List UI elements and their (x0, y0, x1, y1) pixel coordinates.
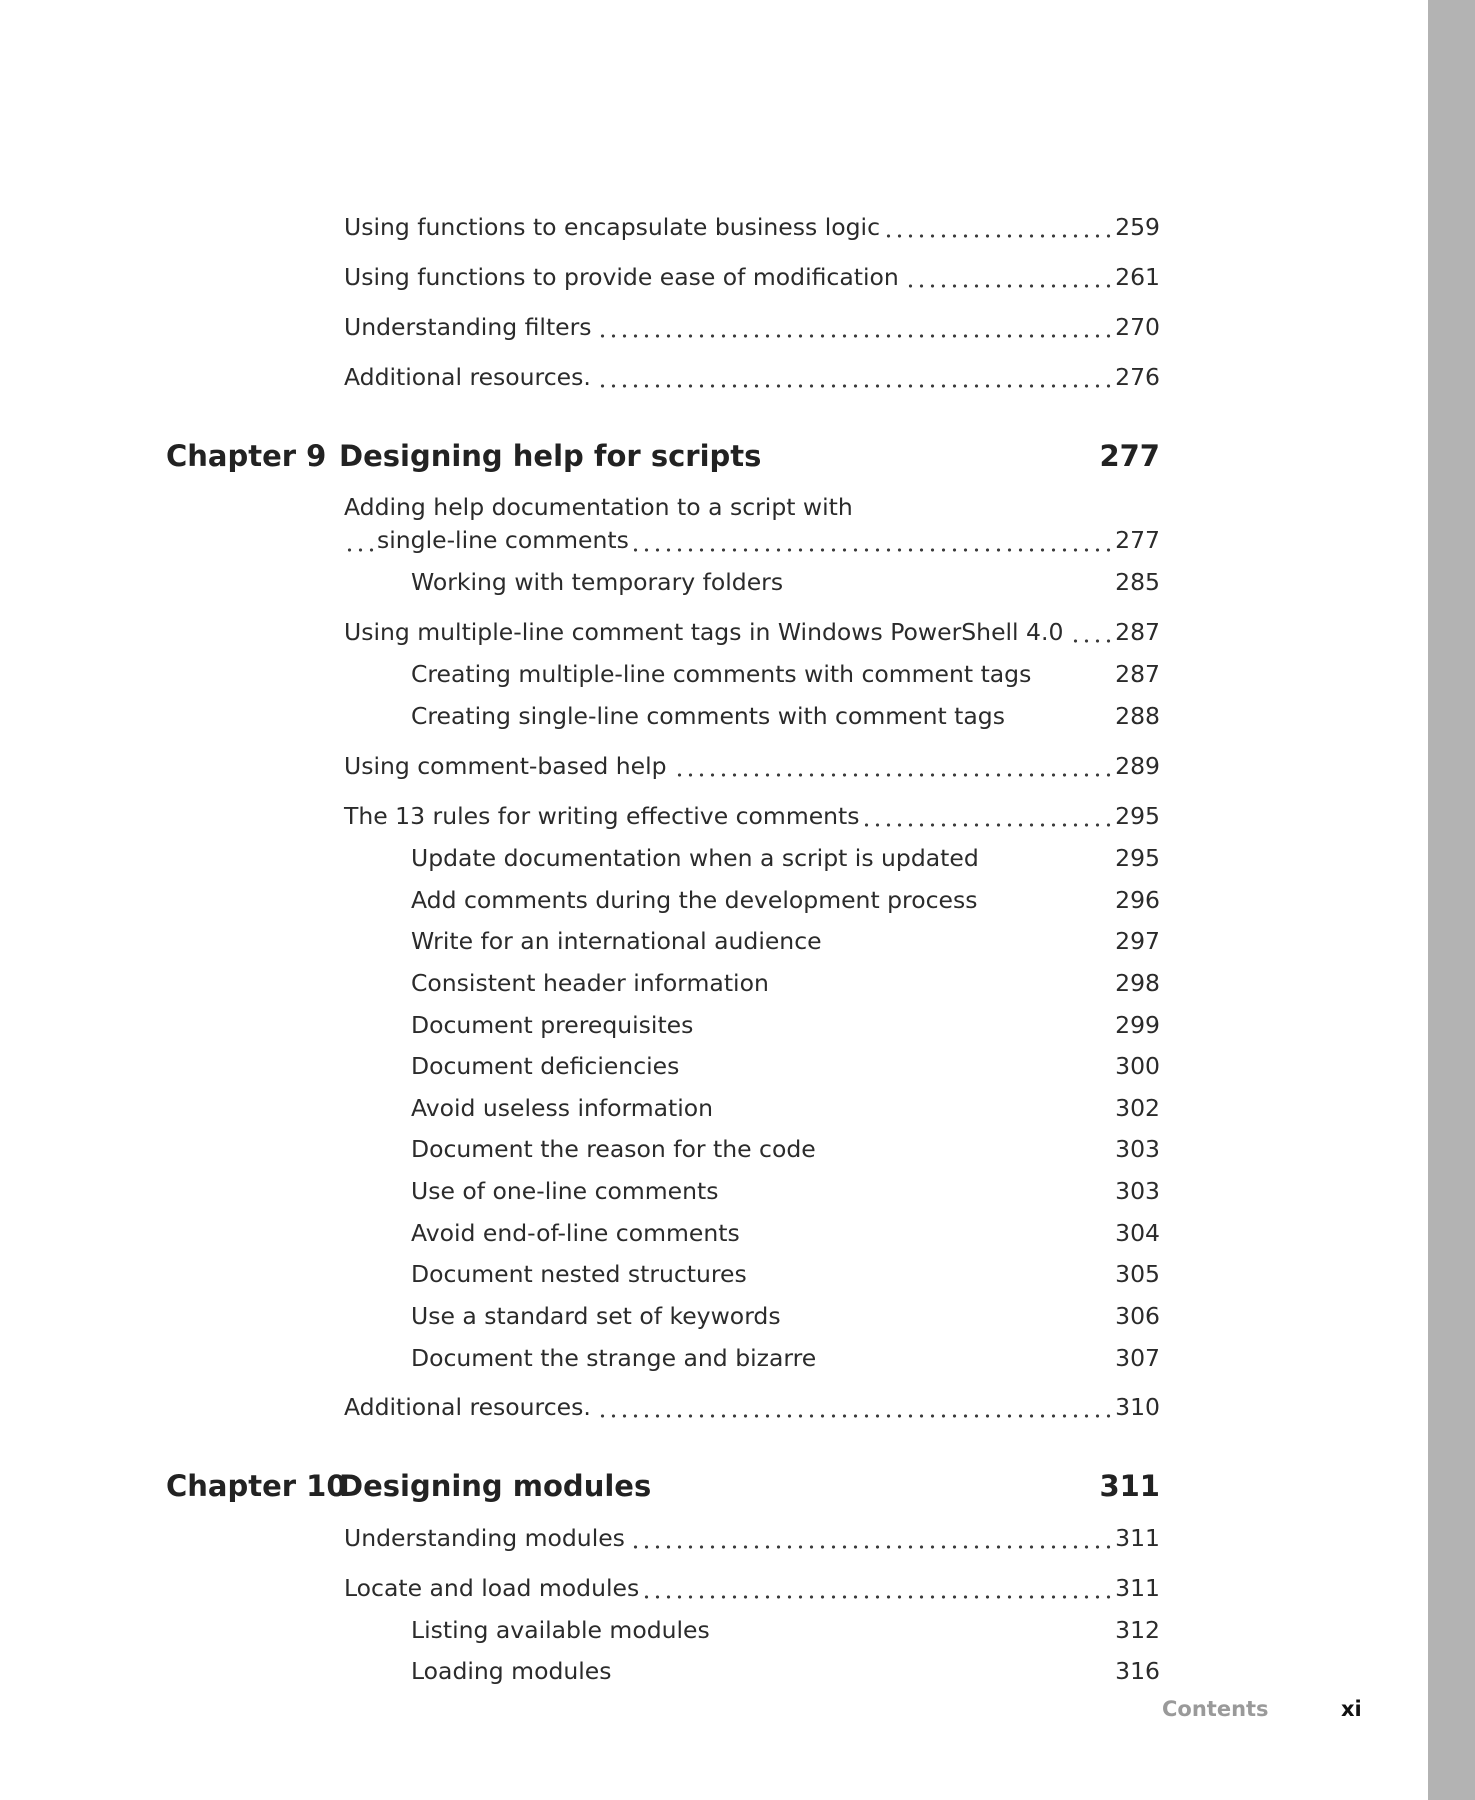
toc-subentry-page: 300 (1115, 1052, 1160, 1080)
toc-entry-title: Using functions to encapsulate business logic (344, 213, 885, 241)
toc-entry[interactable] (344, 262, 1160, 292)
toc-subentry-title: Consistent header information (411, 969, 774, 997)
toc-entry-title: Additional resources. (344, 363, 596, 391)
toc-entry-title: The 13 rules for writing effective comments (344, 802, 865, 830)
chapter-label: Chapter 10 (166, 1469, 347, 1503)
toc-subentry[interactable] (411, 567, 1160, 597)
toc-subentry-title: Document nested structures (411, 1260, 752, 1288)
toc-subentry[interactable] (411, 1010, 1160, 1040)
toc-entry-title: Using functions to provide ease of modification (344, 263, 904, 291)
toc-subentry-page: 307 (1115, 1344, 1160, 1372)
toc-subentry-title: Listing available modules (411, 1616, 715, 1644)
toc-subentry-page: 285 (1115, 568, 1160, 596)
toc-subentry-page: 304 (1115, 1219, 1160, 1247)
toc-subentry[interactable] (411, 1218, 1160, 1248)
toc-entry-page: 270 (1112, 312, 1160, 342)
toc-subentry-page: 298 (1115, 969, 1160, 997)
toc-subentry[interactable] (411, 1051, 1160, 1081)
toc-subentry-title: Creating multiple-line comments with comment tags (411, 660, 1036, 688)
toc-entry[interactable] (344, 1523, 1160, 1553)
toc-entry-page: 295 (1112, 801, 1160, 831)
toc-entry-title: Locate and load modules (344, 1574, 644, 1602)
toc-subentry-title: Write for an international audience (411, 927, 827, 955)
toc-subentry[interactable] (411, 1259, 1160, 1289)
toc-entry[interactable] (344, 362, 1160, 392)
toc-entry-title-line2: single-line comments (377, 525, 634, 555)
toc-subentry-page: 288 (1115, 702, 1160, 730)
toc-subentry[interactable] (411, 1656, 1160, 1686)
toc-subentry-page: 299 (1115, 1011, 1160, 1039)
toc-subentry[interactable] (411, 968, 1160, 998)
toc-subentry[interactable] (411, 843, 1160, 873)
toc-subentry-title: Working with temporary folders (411, 568, 788, 596)
toc-subentry-title: Use of one-line comments (411, 1177, 723, 1205)
toc-subentry-title: Use a standard set of keywords (411, 1302, 786, 1330)
toc-entry-page: 310 (1112, 1392, 1160, 1422)
chapter-title: Designing modules (339, 1469, 652, 1503)
toc-entry-title: Understanding modules (344, 1524, 630, 1552)
toc-entry-page: 287 (1112, 617, 1160, 647)
toc-entry-title: Using comment-based help (344, 752, 672, 780)
toc-subentry-page: 302 (1115, 1094, 1160, 1122)
toc-entry[interactable] (344, 212, 1160, 242)
toc-entry-page: 259 (1112, 212, 1160, 242)
toc-subentry-title: Avoid useless information (411, 1094, 718, 1122)
chapter-label: Chapter 9 (166, 439, 327, 473)
toc-subentry-page: 316 (1115, 1657, 1160, 1685)
toc-subentry[interactable] (411, 1615, 1160, 1645)
chapter-title: Designing help for scripts (339, 439, 762, 473)
chapter-heading-10[interactable] (166, 1468, 1160, 1504)
toc-subentry[interactable] (411, 1093, 1160, 1123)
folio-page-number: xi (1341, 1697, 1362, 1721)
toc-subentry-title: Loading modules (411, 1657, 617, 1685)
toc-entry-title: Understanding filters (344, 313, 597, 341)
toc-entry[interactable] (344, 312, 1160, 342)
toc-entry[interactable] (344, 1392, 1160, 1422)
toc-entry-title: Additional resources. (344, 1393, 596, 1421)
toc-subentry-page: 305 (1115, 1260, 1160, 1288)
chapter-page: 277 (1099, 439, 1160, 473)
toc-subentry-title: Avoid end-of-line comments (411, 1219, 745, 1247)
running-footer-label: Contents (1162, 1697, 1269, 1721)
page-side-bar (1428, 0, 1475, 1800)
toc-subentry-page: 312 (1115, 1616, 1160, 1644)
toc-subentry-title: Document the strange and bizarre (411, 1344, 821, 1372)
toc-subentry-title: Creating single-line comments with comment tags (411, 702, 1010, 730)
toc-entry-page: 289 (1112, 751, 1160, 781)
toc-subentry-title: Document prerequisites (411, 1011, 698, 1039)
toc-subentry[interactable] (411, 1134, 1160, 1164)
toc-entry-title-line1: Adding help documentation to a script with (344, 492, 858, 522)
toc-entry-page: 276 (1112, 362, 1160, 392)
toc-entry-page: 311 (1112, 1573, 1160, 1603)
toc-entry[interactable] (344, 751, 1160, 781)
toc-subentry[interactable] (411, 659, 1160, 689)
toc-subentry-title: Add comments during the development process (411, 886, 982, 914)
toc-subentry[interactable] (411, 1176, 1160, 1206)
toc-entry-page: 261 (1112, 262, 1160, 292)
chapter-heading-9[interactable] (166, 438, 1160, 474)
toc-entry[interactable] (344, 1573, 1160, 1603)
toc-entry-page: 277 (1112, 525, 1160, 555)
toc-subentry-page: 303 (1115, 1135, 1160, 1163)
toc-entry[interactable] (344, 617, 1160, 647)
toc-subentry-title: Document deficiencies (411, 1052, 684, 1080)
toc-subentry-title: Document the reason for the code (411, 1135, 821, 1163)
chapter-page: 311 (1099, 1469, 1160, 1503)
toc-subentry-page: 287 (1115, 660, 1160, 688)
toc-subentry-page: 297 (1115, 927, 1160, 955)
toc-subentry-page: 295 (1115, 844, 1160, 872)
toc-subentry-page: 296 (1115, 886, 1160, 914)
toc-entry[interactable] (344, 492, 1160, 558)
toc-subentry[interactable] (411, 701, 1160, 731)
toc-subentry[interactable] (411, 1343, 1160, 1373)
toc-subentry-page: 303 (1115, 1177, 1160, 1205)
toc-subentry[interactable] (411, 1301, 1160, 1331)
toc-entry[interactable] (344, 801, 1160, 831)
toc-subentry-page: 306 (1115, 1302, 1160, 1330)
toc-subentry[interactable] (411, 926, 1160, 956)
toc-entry-page: 311 (1112, 1523, 1160, 1553)
toc-subentry[interactable] (411, 885, 1160, 915)
toc-entry-title: Using multiple-line comment tags in Windows PowerShell 4.0 (344, 618, 1068, 646)
toc-subentry-title: Update documentation when a script is updated (411, 844, 984, 872)
